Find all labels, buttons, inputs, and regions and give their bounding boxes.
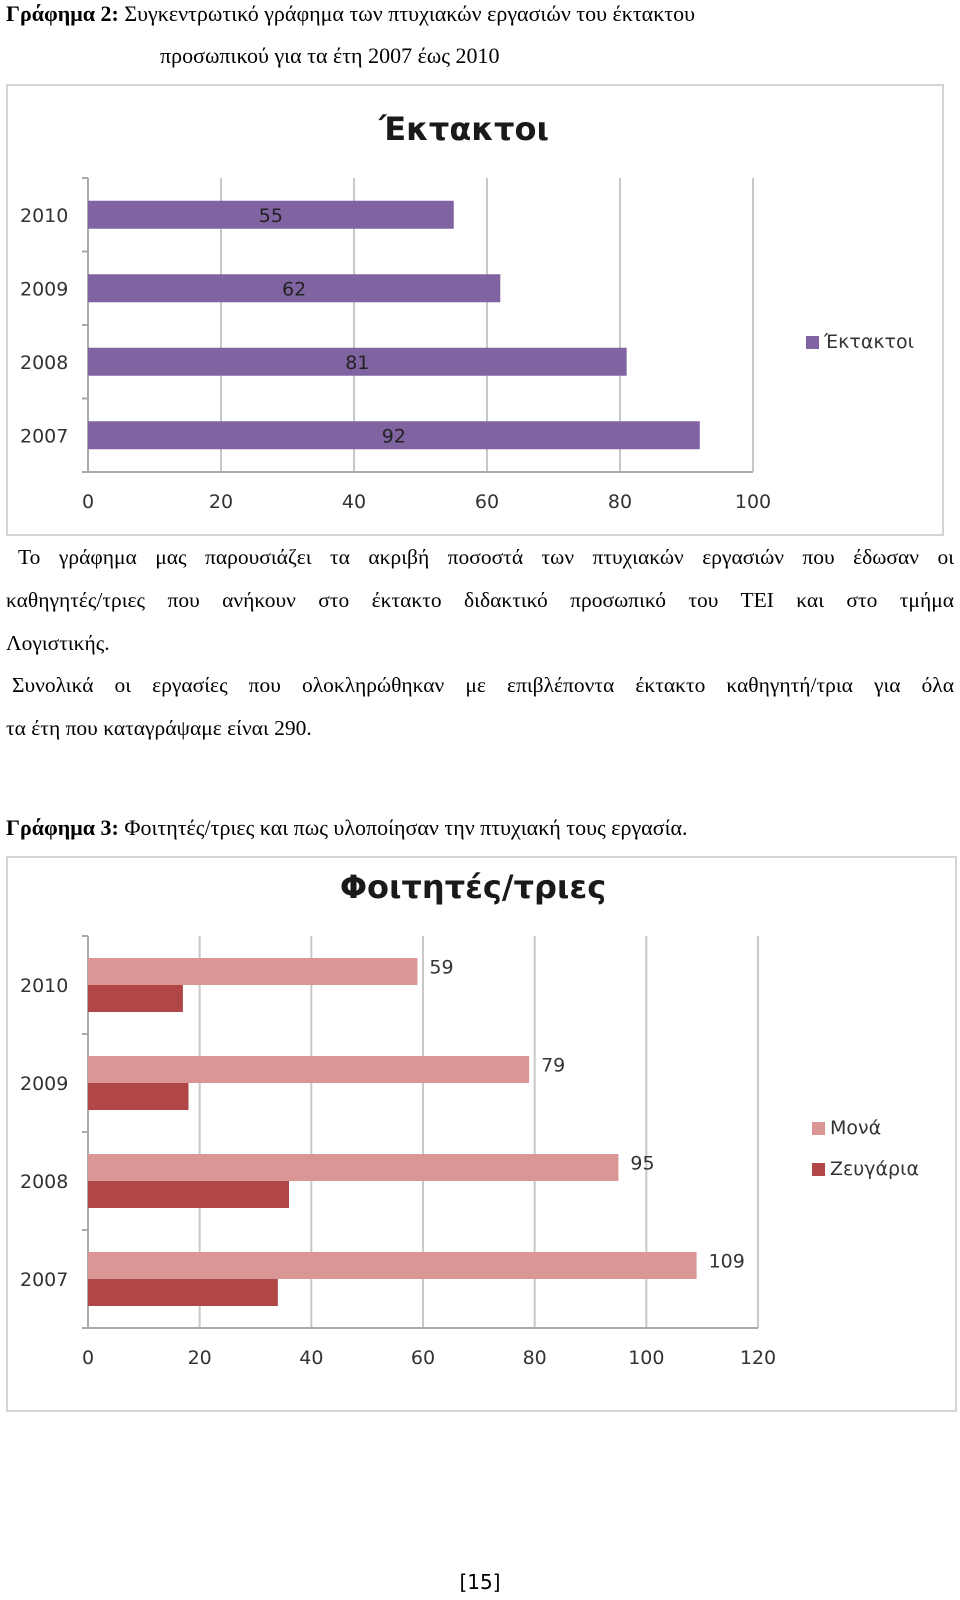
chart1-caption-label: Γράφημα 2: bbox=[6, 1, 119, 26]
chart2-category-label: 2010 bbox=[20, 975, 69, 997]
chart2-x-tick-label: 100 bbox=[628, 1347, 665, 1369]
chart2-svg bbox=[8, 858, 955, 1410]
chart1-x-tick-label: 40 bbox=[341, 491, 367, 513]
chart2-data-label: 95 bbox=[630, 1152, 655, 1175]
chart1-legend-swatch bbox=[806, 336, 819, 349]
chart2-bar bbox=[88, 985, 183, 1012]
chart1-x-tick-label: 80 bbox=[607, 491, 633, 513]
chart2-bar bbox=[88, 1056, 529, 1083]
chart2-data-label: 109 bbox=[708, 1250, 745, 1273]
chart2-legend-swatch bbox=[812, 1122, 825, 1135]
chart1-category-label: 2010 bbox=[20, 204, 69, 227]
chart2-caption-text: Φοιτητές/τριες και πως υλοποίησαν την πτυχιακή τους εργασία. bbox=[124, 815, 688, 840]
chart1-data-label: 55 bbox=[258, 204, 283, 227]
chart1-svg bbox=[8, 86, 942, 534]
paragraph-2 bbox=[6, 664, 954, 750]
paragraph-1-line-3: Λογιστικής. bbox=[6, 631, 110, 655]
chart1-category-label: 2009 bbox=[20, 278, 69, 301]
chart1-x-tick-label: 0 bbox=[81, 491, 95, 513]
chart1-title: Έκτακτοι bbox=[379, 110, 549, 148]
chart2-category-label: 2007 bbox=[20, 1269, 69, 1291]
chart1-data-label: 81 bbox=[345, 351, 370, 374]
chart2-x-tick-label: 40 bbox=[299, 1347, 324, 1369]
chart2-x-tick-label: 20 bbox=[187, 1347, 212, 1369]
paragraph-1-line-2: καθηγητές/τριες που ανήκουν στο έκτακτο διδακτικό προσωπικό του ΤΕΙ και στο τμήμα bbox=[6, 588, 954, 612]
chart2-data-label: 59 bbox=[429, 956, 454, 979]
chart2-bar bbox=[88, 1181, 289, 1208]
chart2-x-tick-label: 120 bbox=[739, 1347, 777, 1369]
chart1-caption-line1 bbox=[6, 2, 695, 26]
chart1-x-tick-label: 20 bbox=[208, 491, 234, 513]
chart1-caption-text: Συγκεντρωτικό γράφημα των πτυχιακών εργασιών του έκτακτου bbox=[124, 1, 696, 26]
chart1-data-label: 62 bbox=[282, 278, 307, 301]
chart2-container bbox=[6, 856, 957, 1412]
paragraph-2-line-1: Συνολικά οι εργασίες που ολοκληρώθηκαν με επιβλέποντα έκτακτο καθηγητή/τρια για όλα bbox=[12, 673, 954, 697]
chart2-bar bbox=[88, 1279, 278, 1306]
chart1-category-label: 2007 bbox=[20, 425, 69, 448]
chart1-x-tick-label: 60 bbox=[474, 491, 500, 513]
chart1-caption-line2: προσωπικού για τα έτη 2007 έως 2010 bbox=[160, 43, 500, 68]
chart2-data-label: 79 bbox=[541, 1054, 566, 1077]
chart2-x-tick-label: 0 bbox=[81, 1347, 95, 1369]
chart2-bar bbox=[88, 1252, 697, 1279]
chart2-category-label: 2008 bbox=[20, 1171, 69, 1193]
chart1-x-tick-label: 100 bbox=[734, 491, 772, 513]
chart2-caption-label: Γράφημα 3: bbox=[6, 815, 119, 840]
paragraph-1 bbox=[6, 536, 954, 665]
chart2-legend-label: Μονά bbox=[830, 1117, 882, 1139]
chart2-x-tick-label: 80 bbox=[522, 1347, 547, 1369]
chart2-caption bbox=[6, 816, 688, 840]
chart1-legend-label: Έκτακτοι bbox=[824, 331, 915, 353]
chart2-category-label: 2009 bbox=[20, 1073, 69, 1095]
paragraph-2-line-2: τα έτη που καταγράψαμε είναι 290. bbox=[6, 716, 312, 740]
chart2-bar bbox=[88, 958, 417, 985]
page-number: [15] bbox=[459, 1570, 501, 1594]
chart2-bar bbox=[88, 1083, 189, 1110]
chart1-data-label: 92 bbox=[381, 425, 406, 448]
chart1-container bbox=[6, 84, 944, 536]
chart2-legend-swatch bbox=[812, 1163, 825, 1176]
chart1-category-label: 2008 bbox=[20, 351, 69, 374]
chart2-bar bbox=[88, 1154, 618, 1181]
chart2-x-tick-label: 60 bbox=[410, 1347, 436, 1369]
chart2-legend-label: Ζευγάρια bbox=[830, 1158, 920, 1180]
chart2-title: Φοιτητές/τριες bbox=[339, 868, 607, 906]
paragraph-1-line-1: Το γράφημα μας παρουσιάζει τα ακριβή ποσοστά των πτυχιακών εργασιών που έδωσαν οι bbox=[18, 545, 954, 569]
